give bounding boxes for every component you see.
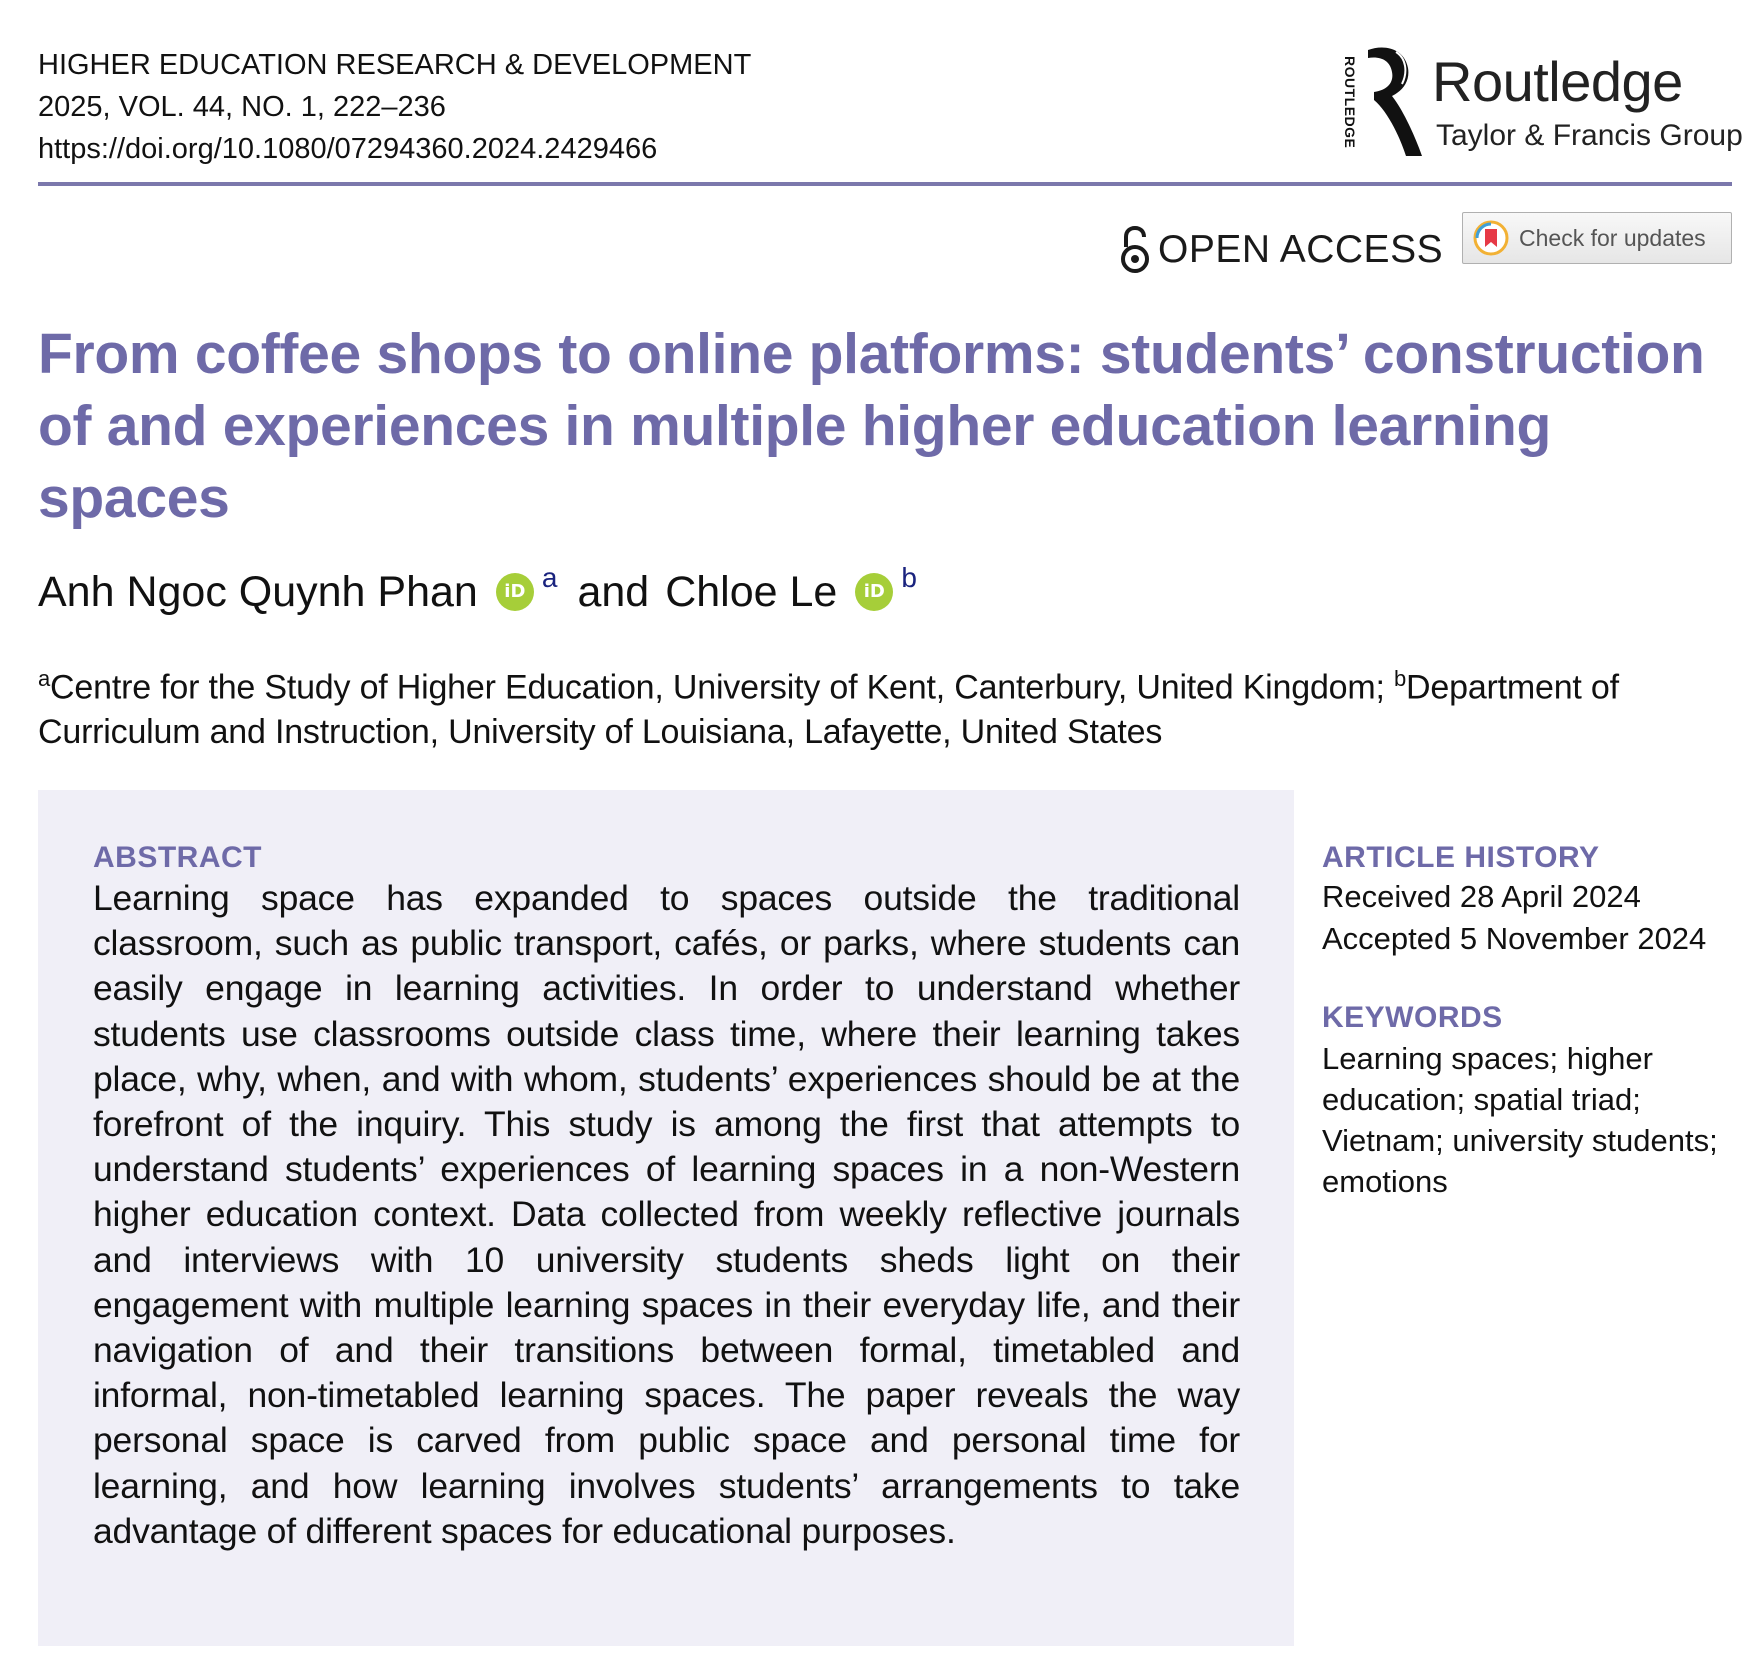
affiliation-marker[interactable]: b [901, 562, 917, 593]
open-access-badge[interactable] [1120, 222, 1443, 278]
article-history-heading: ARTICLE HISTORY [1322, 841, 1600, 874]
journal-info [38, 44, 751, 170]
publisher-name: Routledge [1432, 50, 1683, 113]
accepted-date: Accepted 5 November 2024 [1322, 921, 1707, 956]
affiliation-label: a [38, 666, 51, 691]
header-divider [38, 182, 1732, 186]
routledge-profile-logo-icon [1362, 44, 1426, 164]
journal-name: HIGHER EDUCATION RESEARCH & DEVELOPMENT [38, 49, 752, 81]
publisher-logo[interactable] [1338, 44, 1743, 164]
check-updates-button[interactable] [1462, 212, 1732, 264]
publisher-group: Taylor & Francis Group [1436, 119, 1743, 152]
doi-link[interactable]: https://doi.org/10.1080/07294360.2024.2429466 [38, 133, 658, 165]
volume-info: 2025, VOL. 44, NO. 1, 222–236 [38, 91, 446, 123]
affiliations [38, 656, 1738, 755]
affiliation-text: Department of Curriculum and Instruction, University of Louisiana, Lafayette, United States [38, 668, 1619, 752]
abstract-panel [38, 790, 1294, 1646]
orcid-icon[interactable]: iD [496, 573, 534, 611]
open-access-label: OPEN ACCESS [1158, 228, 1444, 271]
affiliation-marker[interactable]: a [541, 562, 558, 593]
affiliation-label: b [1394, 666, 1407, 691]
author-name[interactable]: Chloe Le [665, 568, 838, 616]
publisher-vertical-text: ROUTLEDGE [1342, 55, 1358, 149]
check-updates-label: Check for updates [1519, 224, 1706, 251]
crossmark-icon [1473, 220, 1509, 256]
affiliation-text: Centre for the Study of Higher Education, University of Kent, Canterbury, United Kingdom; [50, 668, 1385, 707]
open-lock-icon [1120, 225, 1150, 275]
abstract-text: Learning space has expanded to spaces outside the traditional classroom, such as public transport, cafés, or parks, where students can easily engage in learning activities. In order to understand whether students use classrooms outside class time, where their learning takes place, why, when, and with whom, students’ experiences should be at the forefront of the inquiry. This study is among the first that attempts to understand students’ experiences of learning spaces in a non-Western higher education context. Data collected from weekly reflective journals and interviews with 10 university students sheds light on their engagement with multiple learning spaces in their everyday life, and their navigation of and their transitions between formal, timetabled and informal, non-timetabled learning spaces. The paper reveals the way personal space is carved from public space and personal time for learning, and how learning involves students’ arrangements to take advantage of different spaces for educational purposes. [93, 878, 1240, 1551]
author-list [38, 564, 937, 620]
article-title: From coffee shops to online platforms: students’ construction of and experiences in multiple higher education learning spaces [38, 322, 1705, 530]
author-name[interactable]: Anh Ngoc Quynh Phan [38, 568, 478, 616]
author-separator: and [577, 568, 650, 616]
received-date: Received 28 April 2024 [1322, 879, 1641, 914]
abstract-heading: ABSTRACT [93, 841, 262, 874]
keywords-heading: KEYWORDS [1322, 1001, 1503, 1034]
orcid-icon[interactable]: iD [855, 573, 893, 611]
keywords-text: Learning spaces; higher education; spatial triad; Vietnam; university students; emotions [1322, 1041, 1718, 1199]
article-metadata-sidebar [1322, 840, 1742, 1202]
